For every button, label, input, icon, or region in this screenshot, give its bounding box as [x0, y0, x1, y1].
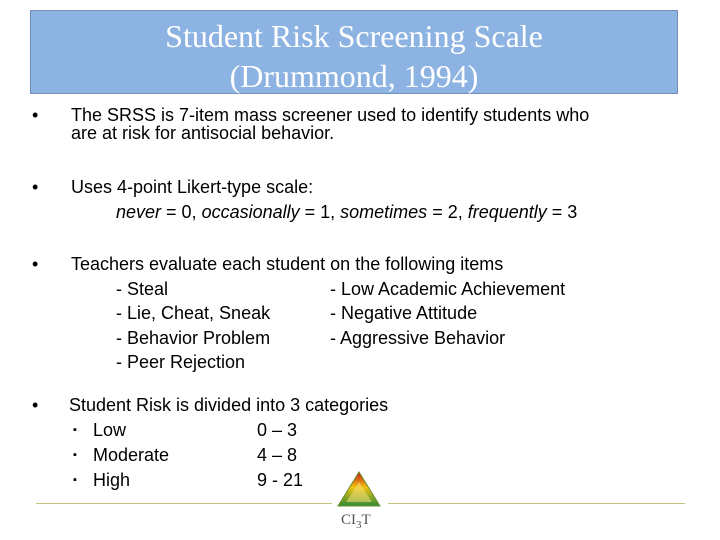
- slide-subtitle: (Drummond, 1994): [229, 58, 479, 94]
- sub-bullet-marker: ▪: [73, 449, 77, 461]
- scale-value-sometimes: = 2,: [427, 202, 468, 222]
- scale-term-occasionally: occasionally: [201, 202, 300, 222]
- scale-value-frequently: = 3: [546, 202, 578, 222]
- bullet-1-line-1: The SRSS is 7-item mass screener used to identify students who: [71, 105, 590, 125]
- bullet-4-line-1: Student Risk is divided into 3 categories: [69, 395, 389, 415]
- bullet-marker: •: [32, 395, 39, 415]
- sub-bullet-marker: ▪: [73, 424, 77, 436]
- sub-bullet-marker: ▪: [73, 474, 77, 486]
- bullet-3-line-1: Teachers evaluate each student on the following items: [71, 254, 504, 274]
- category-moderate-range: 4 – 8: [257, 445, 298, 465]
- item-behavior-problem: - Behavior Problem: [116, 328, 271, 348]
- scale-term-never: never: [116, 202, 162, 222]
- bullet-marker: •: [32, 254, 39, 274]
- bullet-2-line-1: Uses 4-point Likert-type scale:: [71, 177, 314, 197]
- category-low-range: 0 – 3: [257, 420, 298, 440]
- item-negative-attitude: - Negative Attitude: [330, 303, 478, 323]
- scale-term-sometimes: sometimes: [340, 202, 428, 222]
- category-high-range: 9 - 21: [257, 470, 304, 490]
- logo-text: $CI_3T$: [341, 512, 371, 531]
- bullet-marker: •: [32, 177, 39, 197]
- scale-value-never: = 0,: [161, 202, 202, 222]
- bullet-marker: •: [32, 105, 39, 125]
- slide-title: Student Risk Screening Scale: [165, 18, 543, 54]
- ci3t-logo: [334, 470, 384, 534]
- ci3t-logo-icon: [334, 470, 384, 534]
- bullet-1-line-2: are at risk for antisocial behavior.: [71, 123, 335, 143]
- footer-divider-left: [36, 503, 332, 504]
- item-lie-cheat-sneak: - Lie, Cheat, Sneak: [116, 303, 271, 323]
- category-low-name: Low: [93, 420, 127, 440]
- item-steal: - Steal: [116, 279, 169, 299]
- item-peer-rejection: - Peer Rejection: [116, 352, 246, 372]
- scale-value-occasionally: = 1,: [299, 202, 341, 222]
- scale-term-frequently: frequently: [467, 202, 547, 222]
- item-low-academic-achievement: - Low Academic Achievement: [330, 279, 566, 299]
- category-high-name: High: [93, 470, 131, 490]
- likert-scale-line: [116, 201, 577, 223]
- item-aggressive-behavior: - Aggressive Behavior: [330, 328, 506, 348]
- footer-divider-right: [388, 503, 685, 504]
- category-moderate-name: Moderate: [93, 445, 170, 465]
